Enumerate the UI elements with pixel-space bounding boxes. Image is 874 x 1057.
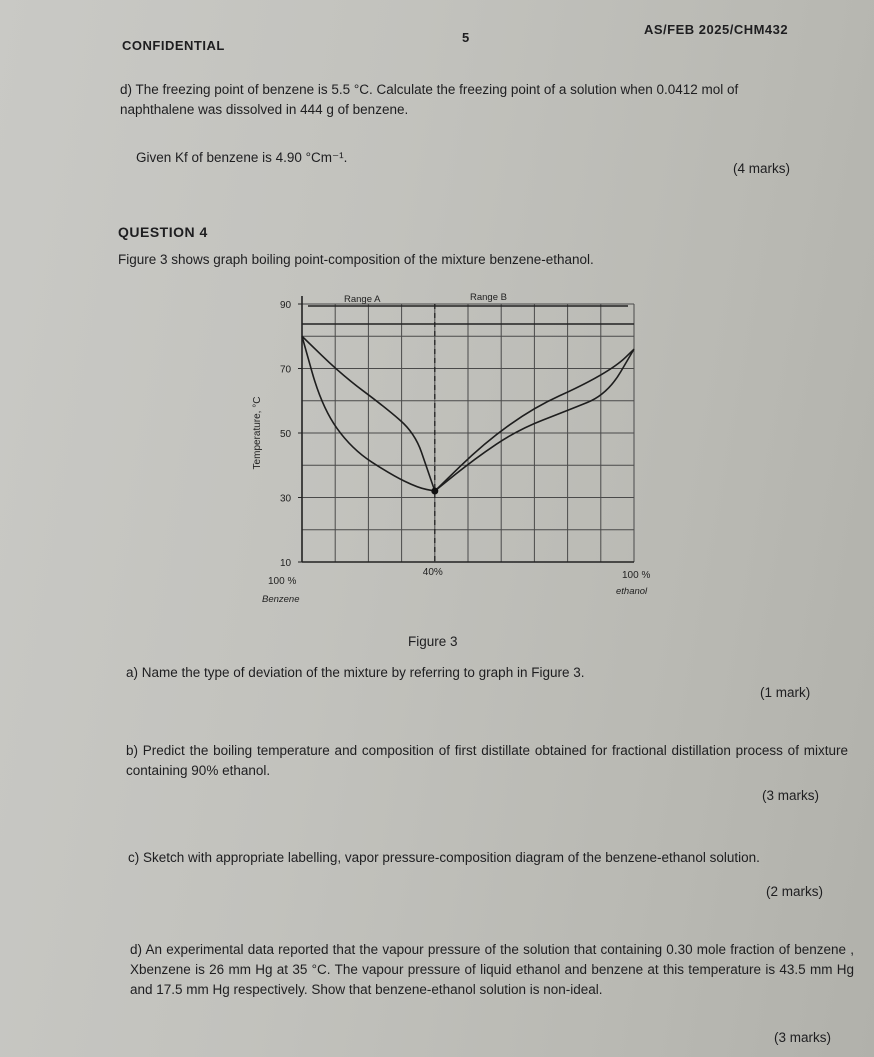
- y-axis-label: Temperature, °C: [252, 396, 263, 470]
- q3d-given: Given Kf of benzene is 4.90 °Cm⁻¹.: [136, 150, 348, 165]
- range-b-label: Range B: [470, 292, 507, 303]
- question-4-intro: Figure 3 shows graph boiling point-composition of the mixture benzene-ethanol.: [118, 252, 594, 267]
- course-code: AS/FEB 2025/CHM432: [644, 22, 789, 37]
- confidential-label: CONFIDENTIAL: [122, 38, 225, 53]
- y-tick-label: 90: [280, 300, 292, 311]
- chart-grid: [302, 304, 634, 562]
- azeotrope-point: [431, 488, 438, 495]
- q4a-text: a) Name the type of deviation of the mixture by referring to graph in Figure 3.: [126, 665, 585, 680]
- q4b-text: b) Predict the boiling temperature and composition of first distillate obtained for fractional distillation process of mixture containing 90% ethanol.: [126, 743, 848, 778]
- x-tick-right: 100 %: [622, 570, 651, 581]
- y-tick-label: 30: [280, 493, 292, 505]
- boiling-point-chart: [230, 282, 660, 622]
- figure-caption: Figure 3: [408, 634, 458, 649]
- x-tick-mid: 40%: [422, 567, 443, 578]
- q4a-marks: (1 mark): [760, 685, 811, 700]
- range-a-label: Range A: [344, 294, 381, 305]
- y-tick-label: 70: [280, 364, 292, 376]
- q3d-text: d) The freezing point of benzene is 5.5 °C. Calculate the freezing point of a solution when 0.0412 mol of naphthalene was dissolved in 444 g of benzene.: [120, 82, 739, 117]
- q4c-text: c) Sketch with appropriate labelling, vapor pressure-composition diagram of the benzene-ethanol solution.: [128, 850, 760, 865]
- x-tick-right-sub: ethanol: [616, 586, 648, 597]
- q4c-marks: (2 marks): [766, 884, 823, 899]
- y-tick-label: 50: [280, 429, 292, 440]
- chart-labels: [252, 292, 650, 605]
- q4b-marks: (3 marks): [762, 788, 819, 803]
- x-tick-left: 100 %: [268, 576, 297, 587]
- question-4-heading: QUESTION 4: [118, 224, 208, 240]
- y-tick-label: 10: [280, 558, 292, 569]
- q3d-marks: (4 marks): [733, 161, 790, 176]
- x-tick-left-sub: Benzene: [262, 594, 300, 605]
- q4d-marks: (3 marks): [774, 1030, 831, 1045]
- page-number: 5: [462, 30, 470, 45]
- q4d-text: d) An experimental data reported that the vapour pressure of the solution that containing 0.30 mole fraction of benzene , Xbenzene is 26 mm Hg at 35 °C. The vapour pressure of liquid ethanol and benzene at this temperature is 43.5 mm Hg and 17.5 mm Hg respectively. Show that benzene-ethanol solution is non-ideal.: [130, 942, 854, 997]
